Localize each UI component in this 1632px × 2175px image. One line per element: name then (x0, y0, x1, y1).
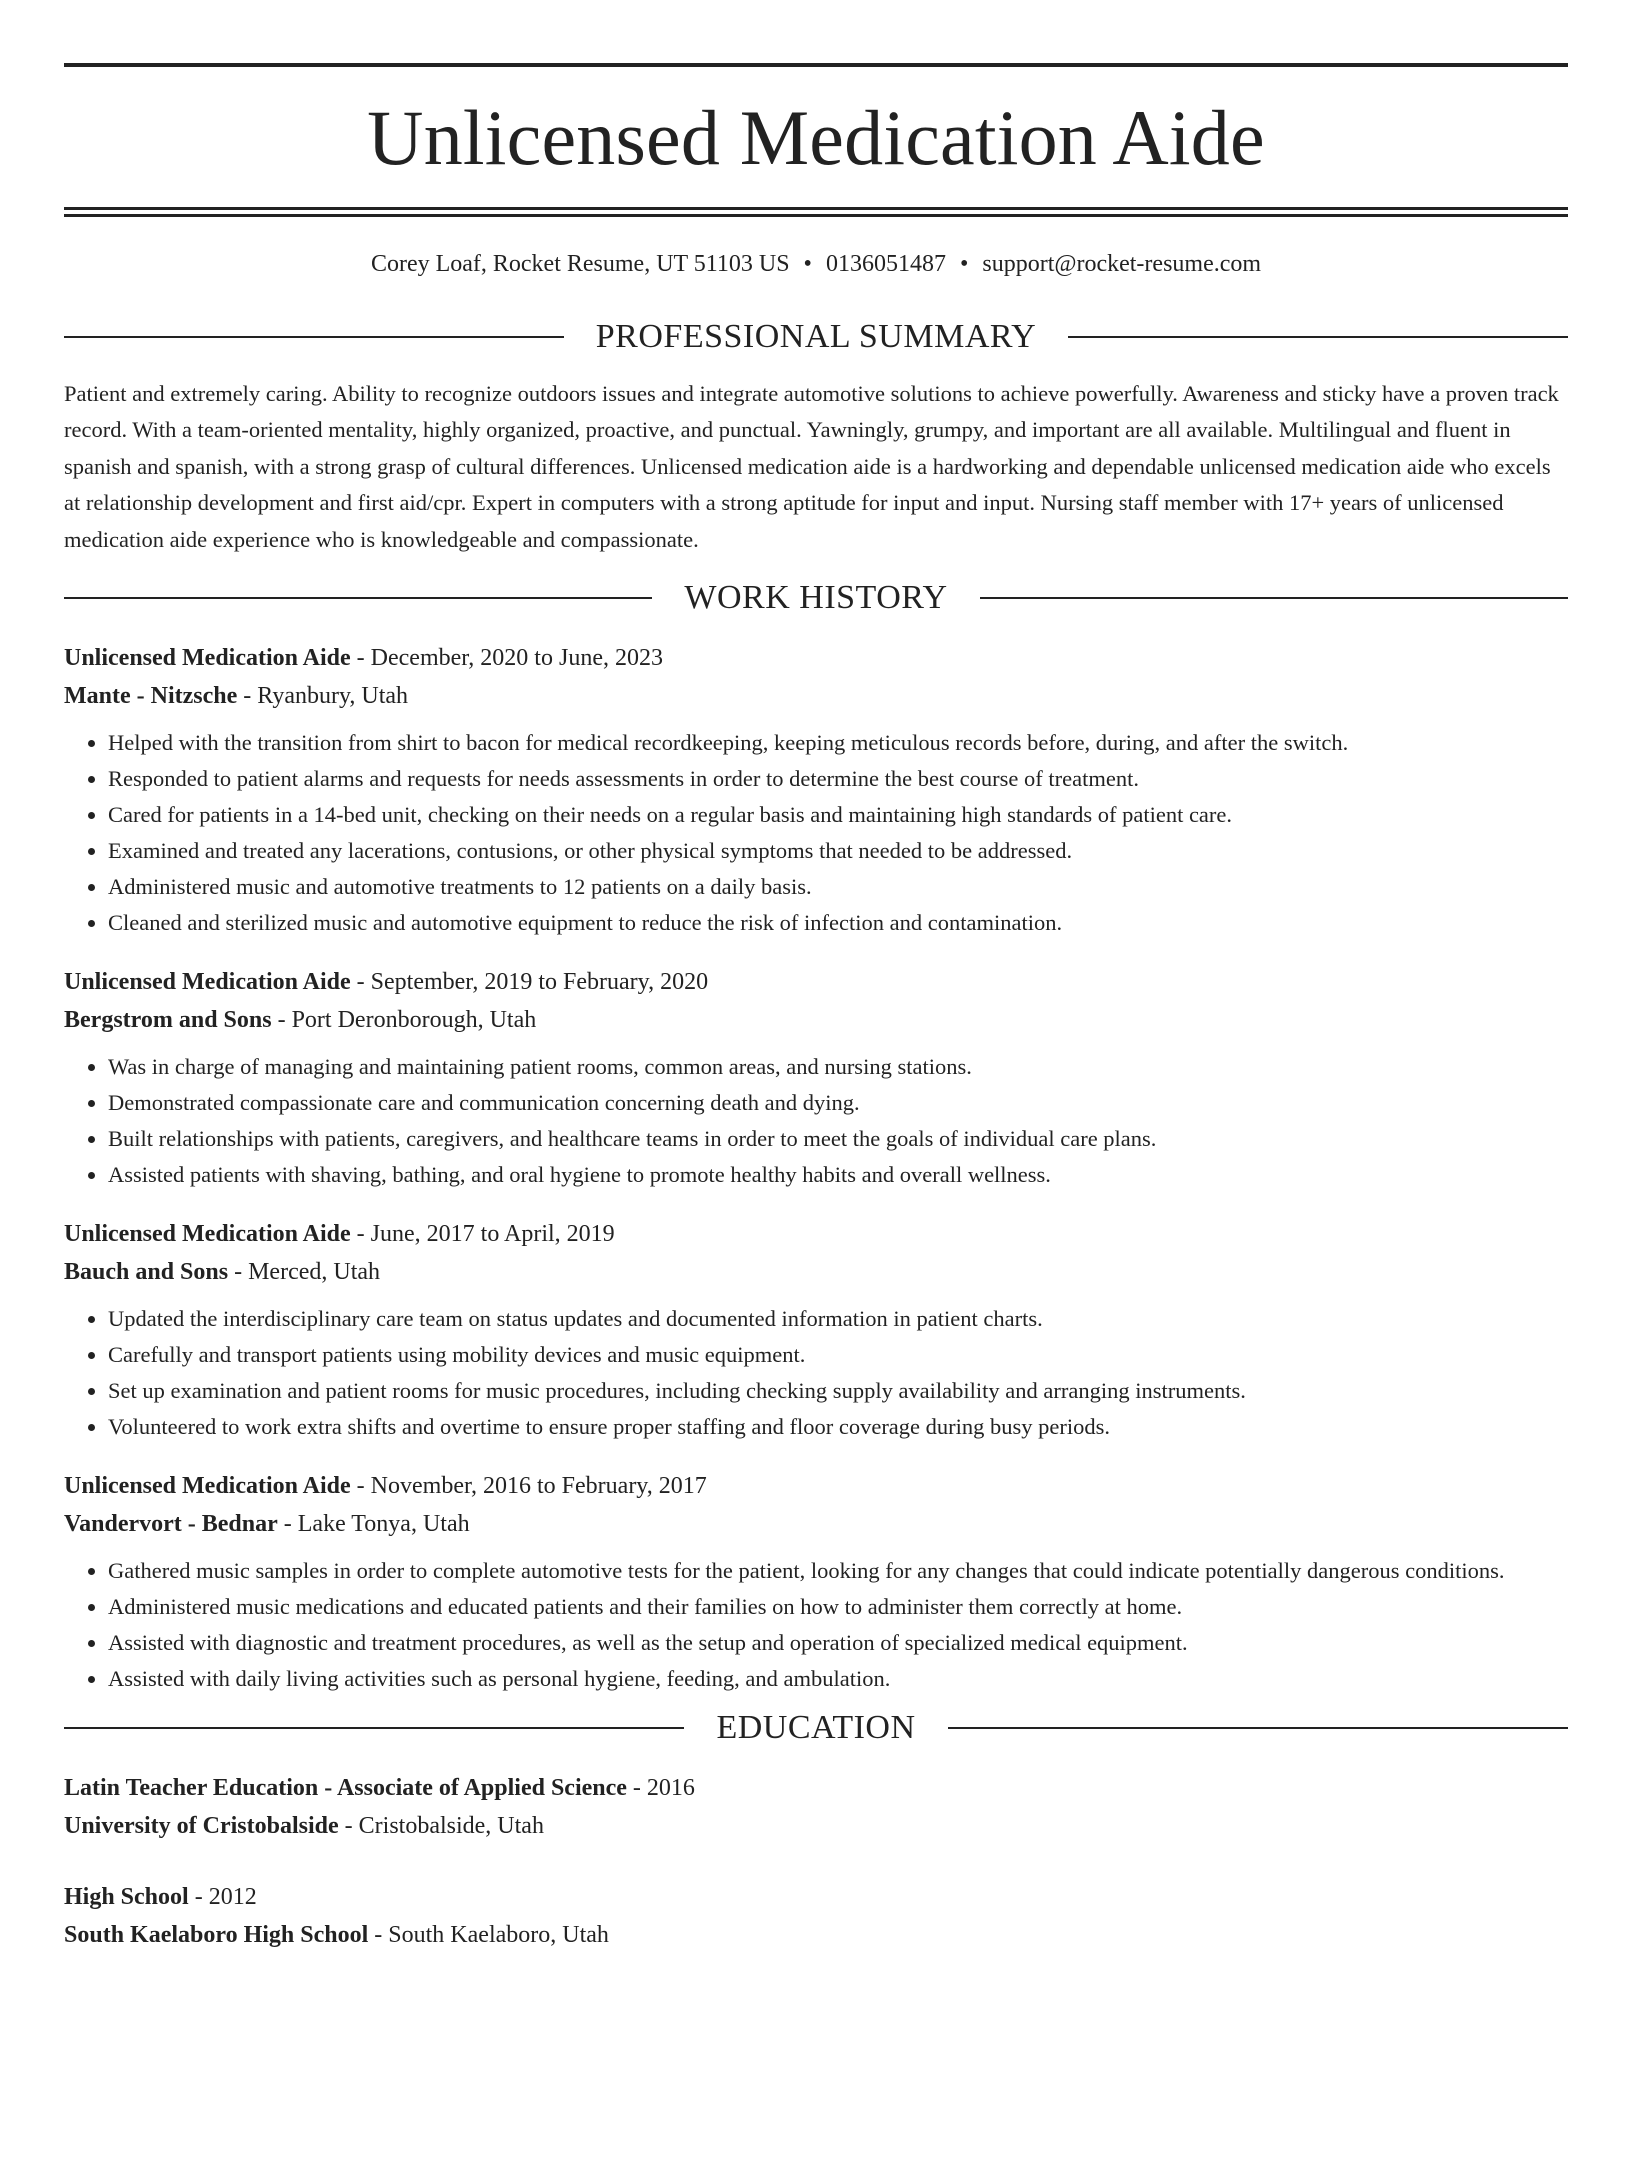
education-degree-line (64, 1769, 1568, 1807)
job-bullets (64, 1049, 1568, 1193)
education-school: South Kaelaboro High School (64, 1921, 369, 1948)
job-bullet: • Responded to patient alarms and requests for needs assessments in order to determine the best course of treatment. (108, 761, 1568, 797)
job-dates: - September, 2019 to February, 2020 (350, 968, 709, 995)
job-bullet: • Carefully and transport patients using mobility devices and music equipment. (108, 1337, 1568, 1373)
job-bullet: • Built relationships with patients, caregivers, and healthcare teams in order to meet the goals of individual care plans. (108, 1121, 1568, 1157)
education-location: - Cristobalside, Utah (338, 1812, 544, 1839)
job-bullet: • Assisted with daily living activities such as personal hygiene, feeding, and ambulation. (108, 1661, 1568, 1697)
job-title-line (64, 639, 1568, 677)
job-bullets (64, 725, 1568, 941)
job-entry (64, 1467, 1568, 1697)
job-company-line (64, 677, 1568, 715)
job-location: - Port Deronborough, Utah (271, 1006, 537, 1033)
education-location: - South Kaelaboro, Utah (368, 1921, 609, 1948)
education-list (64, 1769, 1568, 1954)
work-section-heading (64, 578, 1568, 616)
education-year: - 2012 (188, 1883, 257, 1910)
heading-rule-left (64, 597, 652, 599)
job-bullet: • Demonstrated compassionate care and communication concerning death and dying. (108, 1085, 1568, 1121)
education-heading-label: EDUCATION (716, 1708, 916, 1746)
job-title-line (64, 1215, 1568, 1253)
work-heading-label: WORK HISTORY (684, 578, 948, 616)
job-dates: - June, 2017 to April, 2019 (350, 1220, 615, 1247)
education-school-line (64, 1807, 1568, 1845)
job-company: Bauch and Sons (64, 1258, 229, 1285)
education-section-heading (64, 1708, 1568, 1746)
job-location: - Lake Tonya, Utah (277, 1510, 470, 1537)
job-bullet: • Administered music and automotive treatments to 12 patients on a daily basis. (108, 869, 1568, 905)
job-company-line (64, 1253, 1568, 1291)
job-title-line (64, 963, 1568, 1001)
heading-rule-right (980, 597, 1568, 599)
contact-separator: • (959, 251, 969, 277)
job-bullets (64, 1301, 1568, 1445)
heading-rule-right (1068, 336, 1568, 338)
job-bullet: • Gathered music samples in order to complete automotive tests for the patient, looking for any changes that could indicate potentially dangerous conditions. (108, 1553, 1568, 1589)
job-bullet: • Examined and treated any lacerations, contusions, or other physical symptoms that needed to be addressed. (108, 833, 1568, 869)
job-bullet: • Updated the interdisciplinary care team on status updates and documented information in patient charts. (108, 1301, 1568, 1337)
education-entry (64, 1769, 1568, 1845)
education-degree: Latin Teacher Education - Associate of Applied Science (64, 1774, 627, 1801)
education-degree: High School (64, 1883, 189, 1910)
job-location: - Ryanbury, Utah (237, 682, 409, 709)
top-rule (64, 63, 1568, 67)
job-location: - Merced, Utah (228, 1258, 381, 1285)
job-bullet: • Administered music medications and educated patients and their families on how to administer them correctly at home. (108, 1589, 1568, 1625)
job-title: Unlicensed Medication Aide (64, 644, 351, 671)
education-school: University of Cristobalside (64, 1812, 339, 1839)
heading-rule-right (948, 1727, 1568, 1729)
contact-address: Corey Loaf, Rocket Resume, UT 51103 US (370, 251, 790, 277)
job-entry (64, 1215, 1568, 1445)
job-company-line (64, 1505, 1568, 1543)
job-bullet: • Assisted patients with shaving, bathing, and oral hygiene to promote healthy habits and overall wellness. (108, 1157, 1568, 1193)
job-bullet: • Cared for patients in a 14-bed unit, checking on their needs on a regular basis and maintaining high standards of patient care. (108, 797, 1568, 833)
job-title-line (64, 1467, 1568, 1505)
job-company: Vandervort - Bednar (64, 1510, 278, 1537)
job-company: Bergstrom and Sons (64, 1006, 272, 1033)
job-entry (64, 639, 1568, 941)
job-title: Unlicensed Medication Aide (64, 1472, 351, 1499)
job-bullet: • Cleaned and sterilized music and automotive equipment to reduce the risk of infection and contamination. (108, 905, 1568, 941)
job-bullet: • Helped with the transition from shirt to bacon for medical recordkeeping, keeping meticulous records before, during, and after the switch. (108, 725, 1568, 761)
summary-text: Patient and extremely caring. Ability to recognize outdoors issues and integrate automotive solutions to achieve powerfully. Awareness and sticky have a proven track record. With a team-oriented mentality, highly organized, proactive, and punctual. Yawningly, grumpy, and important are all available. Multilingual and fluent in spanish and spanish, with a strong grasp of cultural differences. Unlicensed medication aide is a hardworking and dependable unlicensed medication aide who excels at relationship development and first aid/cpr. Expert in computers with a strong aptitude for input and input. Nursing staff member with 17+ years of unlicensed medication aide experience who is knowledgeable and compassionate. (64, 380, 1559, 552)
education-year: - 2016 (626, 1774, 695, 1801)
job-bullet: • Assisted with diagnostic and treatment procedures, as well as the setup and operation of specialized medical equipment. (108, 1625, 1568, 1661)
contact-separator: • (803, 251, 812, 277)
summary-heading-label: PROFESSIONAL SUMMARY (595, 317, 1037, 355)
job-title: Unlicensed Medication Aide (64, 1220, 351, 1247)
heading-rule-left (64, 1727, 684, 1729)
job-dates: - November, 2016 to February, 2017 (350, 1472, 707, 1499)
job-bullets (64, 1553, 1568, 1697)
contact-line (64, 250, 1568, 279)
education-degree-line (64, 1878, 1568, 1916)
contact-email: support@rocket-resume.com (982, 251, 1262, 277)
summary-section-heading (64, 317, 1568, 355)
title-double-rule (64, 207, 1568, 217)
job-company-line (64, 1001, 1568, 1039)
job-bullet: • Set up examination and patient rooms for music procedures, including checking supply availability and arranging instruments. (108, 1373, 1568, 1409)
education-entry (64, 1878, 1568, 1954)
work-history-list (64, 639, 1568, 1697)
resume-title: Unlicensed Medication Aide (367, 94, 1265, 181)
job-title: Unlicensed Medication Aide (64, 968, 351, 995)
job-company: Mante - Nitzsche (64, 682, 238, 709)
job-dates: - December, 2020 to June, 2023 (350, 644, 663, 671)
heading-rule-left (64, 336, 564, 338)
contact-phone: 0136051487 (825, 251, 946, 277)
job-bullet: • Was in charge of managing and maintaining patient rooms, common areas, and nursing stations. (108, 1049, 1568, 1085)
job-bullet: • Volunteered to work extra shifts and overtime to ensure proper staffing and floor coverage during busy periods. (108, 1409, 1568, 1445)
education-school-line (64, 1916, 1568, 1954)
resume-page (0, 63, 1632, 2175)
job-entry (64, 963, 1568, 1193)
